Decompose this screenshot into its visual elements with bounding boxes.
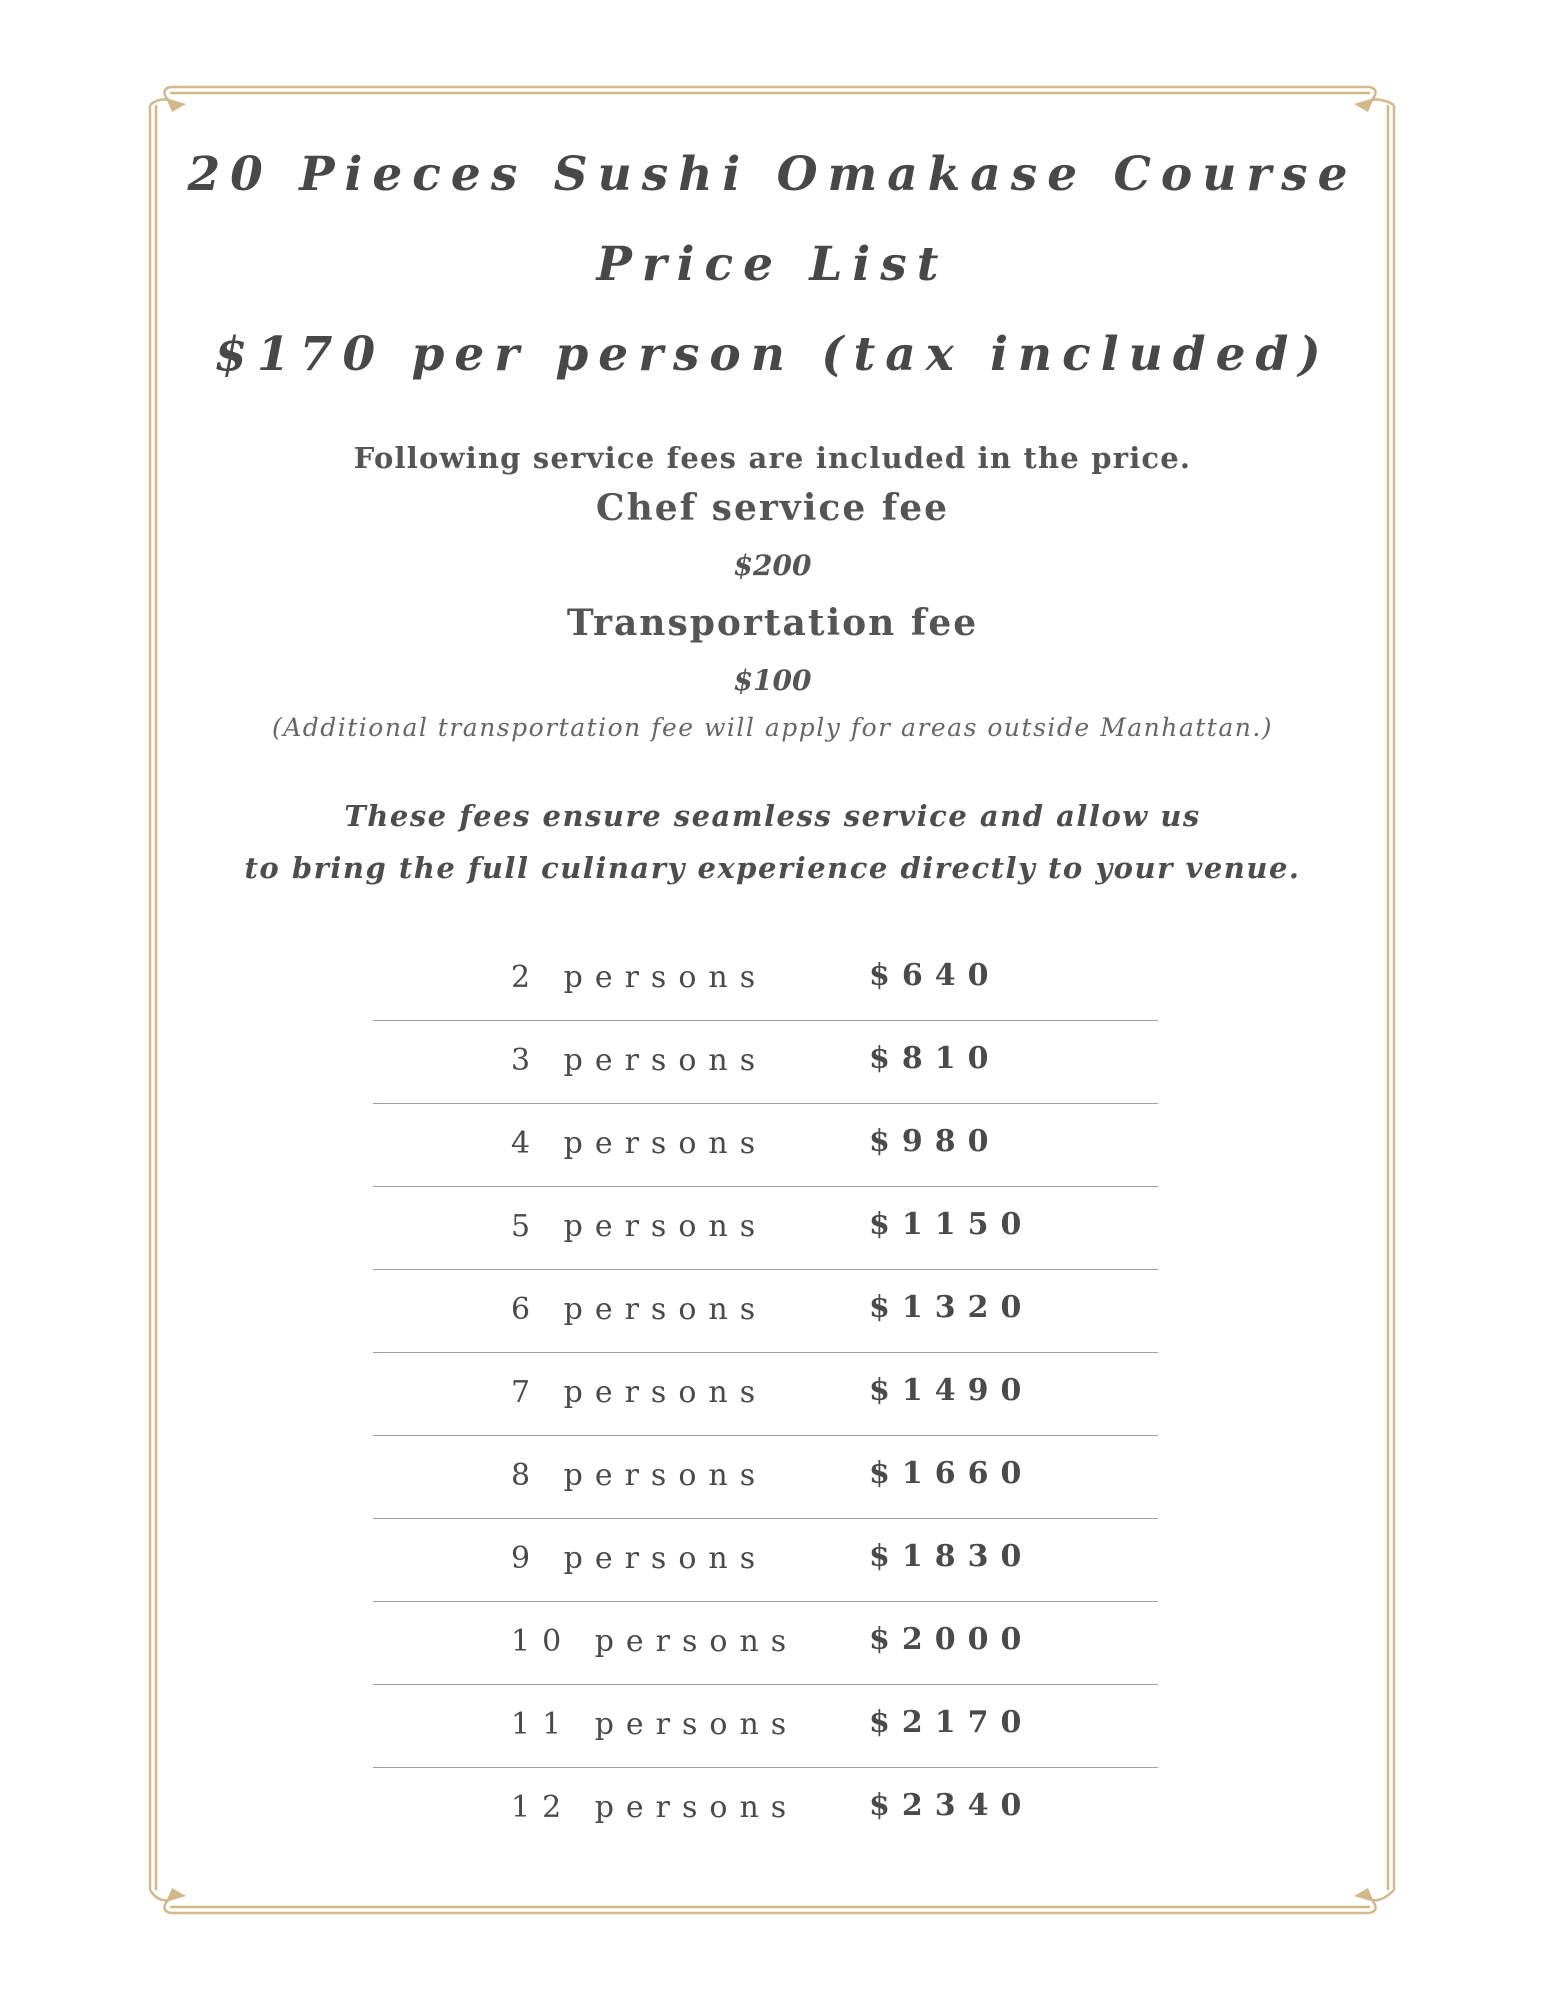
party-size: 8 persons: [511, 1458, 768, 1493]
tagline: [160, 790, 1385, 894]
menu-content: [160, 130, 1385, 894]
party-size: 5 persons: [511, 1209, 768, 1244]
party-size: 12 persons: [511, 1790, 799, 1825]
fees-intro: Following service fees are included in the price.: [353, 441, 1192, 475]
price-row: [373, 1768, 1158, 1850]
price-row: [373, 1270, 1158, 1353]
party-price: $1660: [869, 1456, 1034, 1491]
chef-fee-amount: $200: [733, 549, 812, 582]
party-price: $1320: [869, 1290, 1034, 1325]
tagline-line-1: These fees ensure seamless service and allow us: [344, 799, 1201, 833]
transport-fee-amount: $100: [733, 664, 812, 697]
title-line-price-list: Price List: [596, 237, 949, 292]
transport-fee-label: Transportation fee: [566, 602, 979, 644]
chef-fee-label: Chef service fee: [595, 487, 950, 529]
party-size: 9 persons: [511, 1541, 768, 1576]
price-table: [373, 938, 1158, 1850]
party-price: $1490: [869, 1373, 1034, 1408]
party-price: $640: [869, 958, 1001, 993]
party-price: $1830: [869, 1539, 1034, 1574]
transport-fee-note: (Additional transportation fee will apply for areas outside Manhattan.): [271, 713, 1274, 742]
party-price: $980: [869, 1124, 1001, 1159]
page-title: [160, 130, 1385, 400]
party-size: 4 persons: [511, 1126, 768, 1161]
party-price: $2340: [869, 1788, 1034, 1823]
party-price: $1150: [869, 1207, 1034, 1242]
party-size: 3 persons: [511, 1043, 768, 1078]
price-row: [373, 1353, 1158, 1436]
party-price: $810: [869, 1041, 1001, 1076]
party-price: $2000: [869, 1622, 1034, 1657]
title-line-per-person: $170 per person (tax included): [214, 327, 1331, 382]
price-row: [373, 1519, 1158, 1602]
price-row: [373, 1021, 1158, 1104]
party-size: 11 persons: [511, 1707, 799, 1742]
party-price: $2170: [869, 1705, 1034, 1740]
price-row: [373, 1436, 1158, 1519]
party-size: 10 persons: [511, 1624, 799, 1659]
price-row: [373, 1685, 1158, 1768]
price-row: [373, 1602, 1158, 1685]
title-line-course: 20 Pieces Sushi Omakase Course: [187, 147, 1358, 202]
price-row: [373, 1104, 1158, 1187]
price-row: [373, 1187, 1158, 1270]
price-row: [373, 938, 1158, 1021]
party-size: 6 persons: [511, 1292, 768, 1327]
party-size: 7 persons: [511, 1375, 768, 1410]
tagline-line-2: to bring the full culinary experience directly to your venue.: [244, 851, 1301, 885]
party-size: 2 persons: [511, 960, 768, 995]
